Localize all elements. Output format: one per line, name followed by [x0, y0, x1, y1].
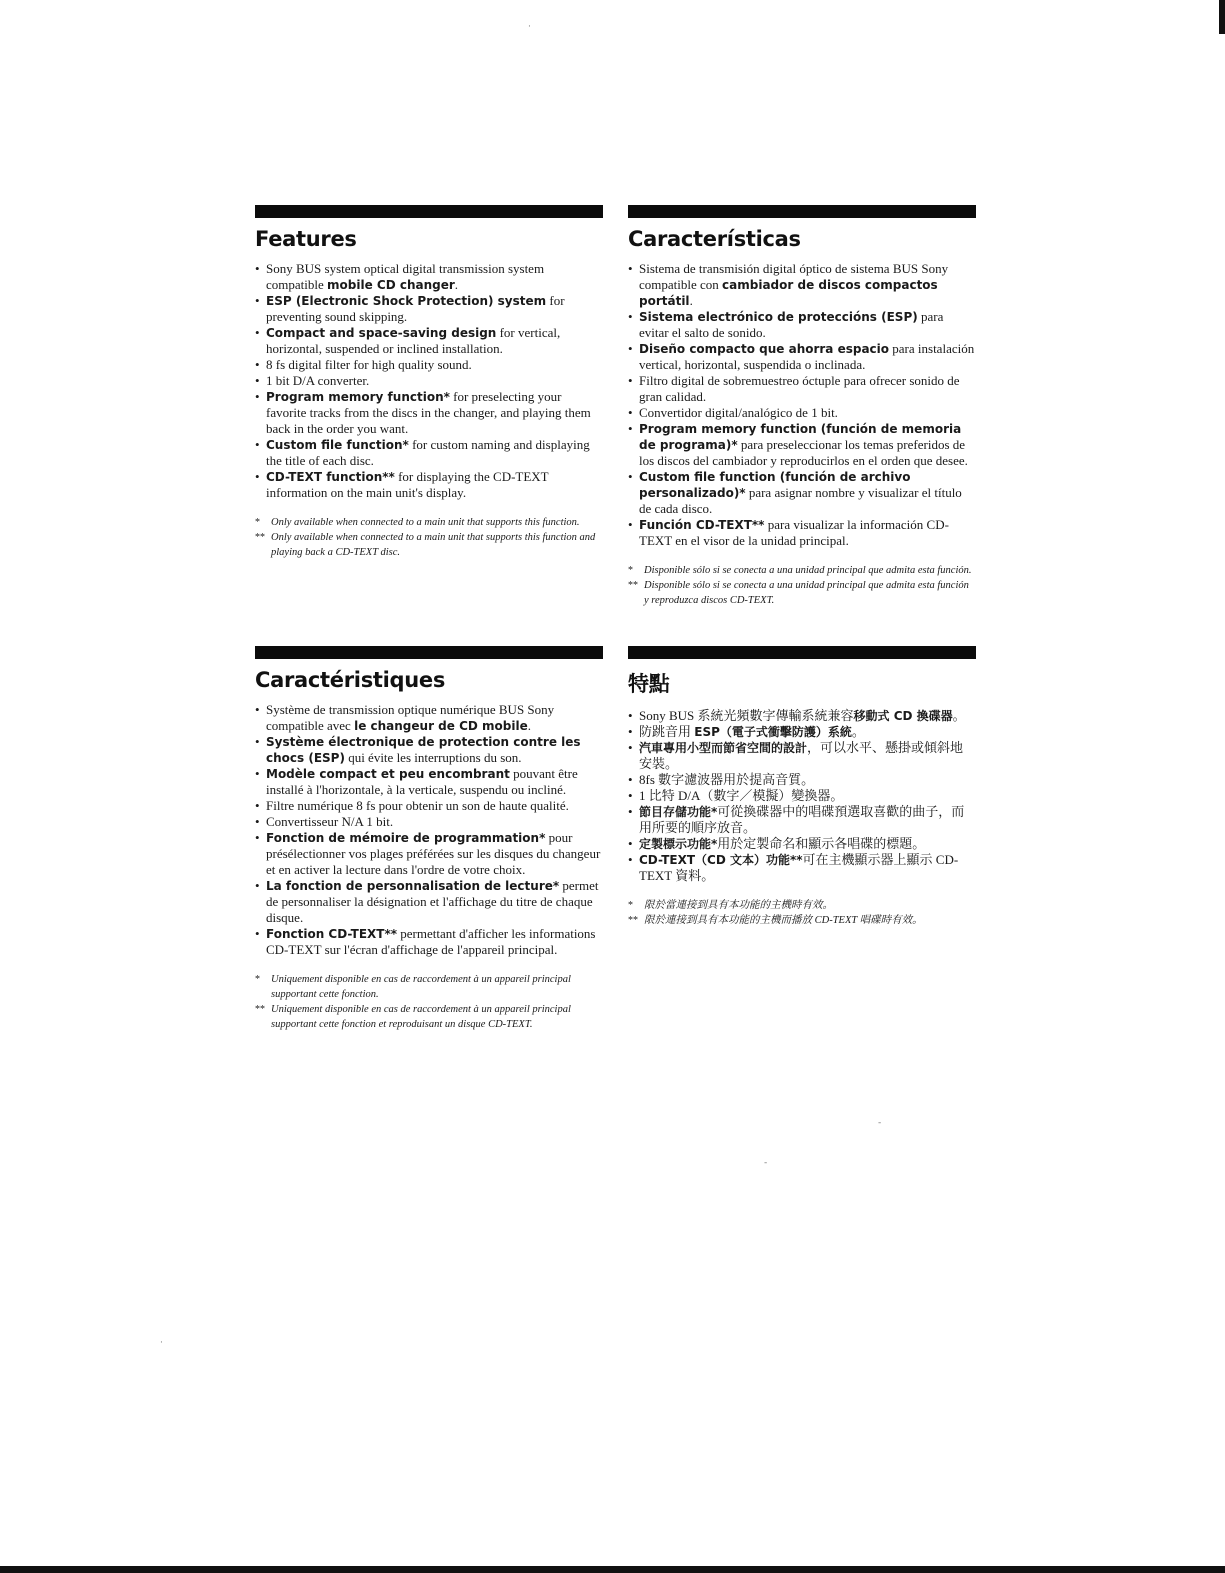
features-section-french	[255, 646, 603, 1032]
feature-item-bold-text: Modèle compact et peu encombrant	[266, 767, 510, 781]
feature-item-bold-text: le changeur de CD mobile	[354, 719, 528, 733]
feature-item-text: 。	[851, 724, 865, 739]
footnote	[255, 1002, 603, 1032]
section-heading: Características	[628, 227, 801, 251]
footnote-text: Disponible sólo si se conecta a una unidad principal que admita esta función.	[644, 565, 972, 576]
footnote-text: 限於當連接到具有本功能的主機時有效。	[644, 900, 833, 911]
feature-item	[255, 814, 603, 830]
feature-item	[628, 517, 976, 549]
footnote-marker: *	[255, 517, 260, 528]
footnote-marker: *	[628, 565, 633, 576]
feature-item-text: para visualizar la información CD-TEXT en el visor de la unidad principal.	[639, 517, 949, 548]
footnote-marker: **	[255, 1004, 265, 1015]
feature-list	[628, 261, 976, 549]
feature-item	[628, 469, 976, 517]
feature-item-text: permet de personnaliser la désignation et l'affichage du titre de chaque disque.	[266, 878, 599, 925]
feature-list	[628, 708, 976, 884]
feature-item-bold-text: Sistema electrónico de proteccións (ESP)	[639, 310, 918, 324]
feature-item	[255, 357, 603, 373]
feature-item-text: ，可以水平、懸掛或傾斜地安裝。	[639, 740, 964, 771]
features-section-chinese	[628, 646, 976, 928]
footnote-marker: **	[628, 580, 638, 591]
feature-item	[255, 734, 603, 766]
page-bottom-edge	[0, 1566, 1225, 1573]
feature-item-bold-text: Fonction CD-TEXT**	[266, 927, 398, 941]
footnotes	[255, 972, 603, 1032]
feature-item	[628, 405, 976, 421]
feature-list	[255, 261, 603, 501]
feature-item-bold-text: La fonction de personnalisation de lecture*	[266, 879, 560, 893]
feature-item-text: Filtro digital de sobremuestreo óctuple para ofrecer sonido de gran calidad.	[639, 373, 960, 404]
feature-item	[628, 341, 976, 373]
feature-item	[628, 373, 976, 405]
feature-item-bold-text: ESP (Electronic Shock Protection) system	[266, 294, 547, 308]
feature-item-bold-text: Diseño compacto que ahorra espacio	[639, 342, 890, 356]
feature-item	[628, 708, 976, 724]
feature-item	[255, 702, 603, 734]
section-rule	[628, 205, 976, 218]
feature-item-text: qui évite les interruptions du son.	[344, 750, 522, 765]
features-section-spanish	[628, 205, 976, 608]
feature-item-bold-text: 汽車專用小型而節省空間的設計	[639, 741, 808, 755]
feature-item-text: for displaying the CD-TEXT information on the main unit's display.	[266, 469, 549, 500]
feature-item-text: 8fs 數字濾波器用於提高音質。	[639, 772, 815, 787]
footnote	[628, 578, 976, 608]
feature-item-text: Convertisseur N/A 1 bit.	[266, 814, 394, 829]
feature-item	[255, 389, 603, 437]
feature-item	[255, 766, 603, 798]
page-edge-mark	[1219, 0, 1225, 34]
footnote-text: 限於連接到具有本功能的主機而播放 CD-TEXT 唱碟時有效。	[644, 915, 923, 926]
feature-item-bold-text: 節目存儲功能*	[639, 805, 718, 819]
feature-item	[628, 724, 976, 740]
footnote-marker: *	[628, 900, 633, 911]
feature-item-bold-text: cambiador de discos compactos portátil	[639, 278, 938, 308]
feature-item-bold-text: 移動式 CD 換碟器	[853, 709, 953, 723]
feature-item	[255, 293, 603, 325]
feature-item-text: 。	[952, 708, 966, 723]
footnotes	[628, 898, 976, 928]
feature-item-bold-text: Custom file function (función de archivo personalizado)*	[639, 470, 911, 500]
feature-item	[255, 830, 603, 878]
feature-item	[628, 804, 976, 836]
feature-item	[255, 437, 603, 469]
section-heading: Caractéristiques	[255, 668, 446, 692]
section-rule	[255, 646, 603, 659]
section-heading: Features	[255, 227, 357, 251]
footnotes	[628, 563, 976, 608]
feature-item-text: .	[689, 293, 693, 308]
feature-item-text: 防跳音用	[639, 724, 695, 739]
feature-item-bold-text: CD-TEXT（CD 文本）功能**	[639, 853, 803, 867]
section-rule	[255, 205, 603, 218]
feature-item-bold-text: Program memory function (función de memoria de programa)*	[639, 422, 962, 452]
feature-item-text: 用於定製命名和顯示各唱碟的標題。	[717, 836, 926, 851]
features-section-english	[255, 205, 603, 560]
feature-item-text: Sony BUS system optical digital transmission system compatible	[266, 261, 545, 292]
feature-item-text: para preseleccionar los temas preferidos de los discos del cambiador y reproducirlos en el orden que desee.	[639, 437, 968, 468]
feature-item-bold-text: mobile CD changer	[327, 278, 455, 292]
feature-item	[255, 926, 603, 958]
footnote	[255, 515, 603, 530]
feature-item	[628, 852, 976, 884]
feature-item	[255, 878, 603, 926]
feature-item-text: Convertidor digital/analógico de 1 bit.	[639, 405, 838, 420]
feature-item-text: Sony BUS 系統光頻數字傳輸系統兼容	[639, 708, 854, 723]
section-rule	[628, 646, 976, 659]
feature-item	[628, 772, 976, 788]
footnote-text: Only available when connected to a main unit that supports this function.	[271, 517, 580, 528]
feature-item-text: for custom naming and displaying the title of each disc.	[266, 437, 590, 468]
feature-item-text: para evitar el salto de sonido.	[639, 309, 944, 340]
feature-item-text: 可從換碟器中的唱碟預選取喜歡的曲子，而用所要的順序放音。	[639, 804, 965, 835]
feature-item-bold-text: CD-TEXT function**	[266, 470, 395, 484]
feature-item-text: .	[527, 718, 531, 733]
feature-item-text: Système de transmission optique numérique BUS Sony compatible avec	[266, 702, 555, 733]
feature-item-text: 1 比特 D/A（數字／模擬）變換器。	[639, 788, 844, 803]
feature-item-text: 可在主機顯示器上顯示 CD-TEXT 資料。	[639, 852, 959, 883]
feature-item-text: Sistema de transmisión digital óptico de sistema BUS Sony compatible con	[639, 261, 949, 292]
feature-list	[255, 702, 603, 958]
feature-item-bold-text: Función CD-TEXT**	[639, 518, 765, 532]
footnote	[628, 563, 976, 578]
footnote	[628, 898, 976, 913]
footnote-marker: **	[628, 915, 638, 926]
footnotes	[255, 515, 603, 560]
footnote	[628, 913, 976, 928]
feature-item-text: .	[454, 277, 459, 292]
feature-item-bold-text: Fonction de mémoire de programmation*	[266, 831, 546, 845]
feature-item	[255, 325, 603, 357]
feature-item-bold-text: 定製標示功能*	[639, 837, 718, 851]
feature-item-bold-text: Program memory function*	[266, 390, 450, 404]
feature-item	[255, 373, 603, 389]
feature-item-text: 1 bit D/A converter.	[266, 373, 370, 388]
feature-item-text: 8 fs digital filter for high quality sound.	[266, 357, 472, 372]
feature-item	[628, 421, 976, 469]
feature-item-text: para instalación vertical, horizontal, suspendida o inclinada.	[639, 341, 975, 372]
feature-item-bold-text: Système électronique de protection contre les chocs (ESP)	[266, 735, 581, 765]
feature-item	[628, 788, 976, 804]
feature-item	[255, 469, 603, 501]
section-heading: 特點	[628, 672, 670, 696]
feature-item	[628, 309, 976, 341]
feature-item-text: pour présélectionner vos plages préférées sur les disques du changeur et en activer la lecture dans l'ordre de votre choix.	[266, 830, 601, 877]
feature-item-text: permettant d'afficher les informations CD-TEXT sur l'écran d'affichage de l'appareil principal.	[266, 926, 596, 957]
feature-item	[255, 261, 603, 293]
footnote-marker: *	[255, 974, 260, 985]
feature-item-text: Filtre numérique 8 fs pour obtenir un son de haute qualité.	[266, 798, 569, 813]
footnote	[255, 972, 603, 1002]
feature-item-text: for preselecting your favorite tracks from the discs in the changer, and playing them back in the order you want.	[266, 389, 591, 436]
feature-item	[628, 261, 976, 309]
footnote-text: Only available when connected to a main unit that supports this function and playing back a CD-TEXT disc.	[271, 532, 596, 558]
footnote	[255, 530, 603, 560]
feature-item-bold-text: Compact and space-saving design	[266, 326, 497, 340]
feature-item-text: para asignar nombre y visualizar el título de cada disco.	[639, 485, 962, 516]
feature-item-text: for preventing sound skipping.	[266, 293, 565, 324]
footnote-text: Uniquement disponible en cas de raccordement à un appareil principal supportant cette fonction.	[271, 974, 571, 1000]
feature-item-bold-text: Custom file function*	[266, 438, 409, 452]
feature-item-text: pouvant être installé à l'horizontale, à la verticale, suspendu ou incliné.	[266, 766, 578, 797]
feature-item	[628, 836, 976, 852]
footnote-text: Uniquement disponible en cas de raccordement à un appareil principal supportant cette fonction et reproduisant un disque CD-TEXT.	[271, 1004, 571, 1030]
feature-item-bold-text: ESP（電子式衝擊防護）系統	[694, 725, 852, 739]
feature-item	[628, 740, 976, 772]
feature-item	[255, 798, 603, 814]
footnote-text: Disponible sólo si se conecta a una unidad principal que admita esta función y reproduzca discos CD-TEXT.	[644, 580, 969, 606]
footnote-marker: **	[255, 532, 265, 543]
feature-item-text: for vertical, horizontal, suspended or inclined installation.	[266, 325, 561, 356]
